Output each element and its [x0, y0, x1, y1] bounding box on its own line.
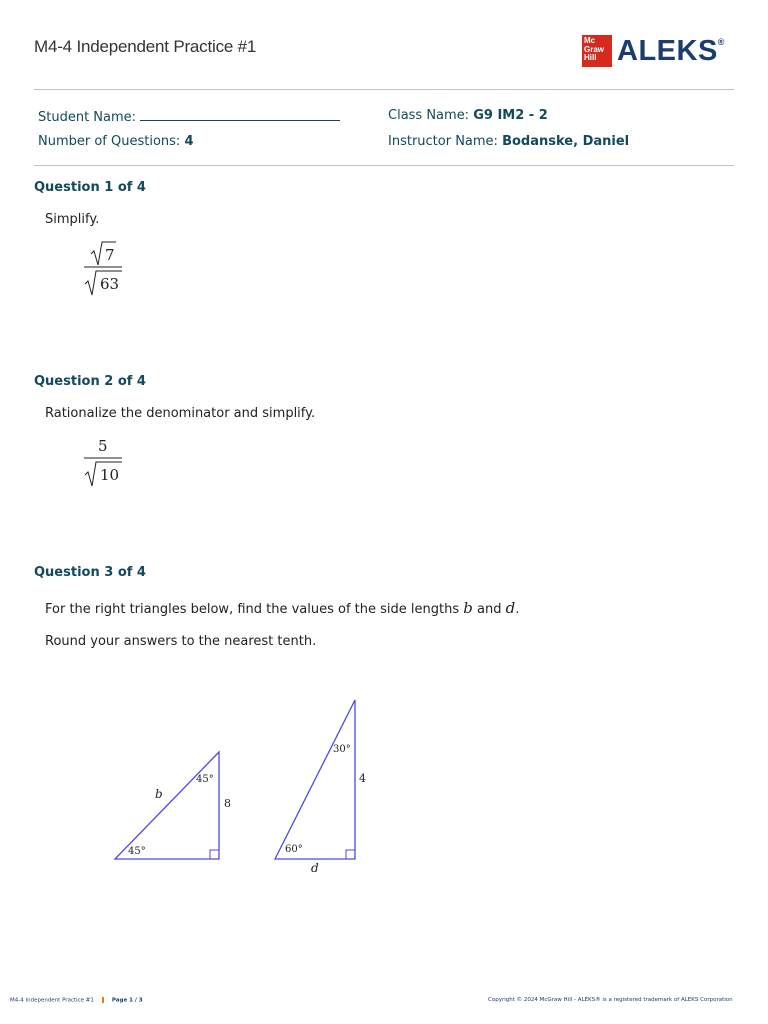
question-count-row: Number of Questions: 4 [38, 134, 194, 149]
question-2-numerator: 5 [98, 437, 108, 455]
triangle-1-bottom-angle: 45° [128, 846, 146, 857]
question-1-fraction [80, 238, 140, 298]
student-name-blank [140, 108, 340, 121]
variable-d: d [505, 599, 516, 617]
footer-separator [102, 997, 104, 1003]
question-3-heading: Question 3 of 4 [34, 565, 146, 580]
triangle-2-top-angle: 30° [333, 744, 351, 755]
triangle-2-bottom-angle: 60° [285, 844, 303, 855]
aleks-logo [582, 35, 725, 67]
triangle-1-leg-label: 8 [224, 797, 231, 810]
question-2-heading: Question 2 of 4 [34, 374, 146, 389]
mcgraw-hill-badge: Mc Graw Hill [582, 35, 612, 67]
triangle-2-leg-label: 4 [359, 772, 366, 785]
triangle-2-base-label: d [311, 861, 319, 875]
question-1-numerator: 7 [105, 246, 115, 264]
triangle-30-60-90 [275, 700, 366, 875]
question-3-prompt: For the right triangles below, find the values of the side lengths b and d. [45, 599, 520, 617]
instructor-name-value: Bodanske, Daniel [502, 134, 630, 149]
variable-b: b [463, 599, 473, 617]
triangles-figure [100, 690, 400, 880]
question-1-heading: Question 1 of 4 [34, 180, 146, 195]
question-1-denominator: 63 [100, 275, 120, 293]
triangle-1-top-angle: 45° [196, 774, 214, 785]
question-3-rounding-note: Round your answers to the nearest tenth. [45, 634, 317, 649]
triangle-1-hypotenuse-label: b [155, 787, 163, 801]
page-title: M4-4 Independent Practice #1 [34, 37, 257, 56]
student-name-row: Student Name: [38, 108, 340, 125]
info-divider [34, 165, 734, 166]
question-count-value: 4 [184, 134, 194, 149]
footer-copyright: Copyright © 2024 McGraw Hill - ALEKS® is a registered trademark of ALEKS Corporation [488, 997, 733, 1003]
question-1-prompt: Simplify. [45, 212, 100, 227]
class-name-value: G9 IM2 - 2 [473, 108, 548, 123]
triangle-45-45-90 [115, 752, 231, 859]
footer-left [10, 997, 143, 1004]
header-divider [34, 89, 734, 90]
class-name-row: Class Name: G9 IM2 - 2 [388, 108, 548, 123]
aleks-wordmark: ALEKS® [617, 35, 725, 67]
footer-doc-title: M4-4 Independent Practice #1 [10, 997, 94, 1004]
footer-page-number: Page 1 / 3 [111, 997, 143, 1004]
question-2-fraction [80, 434, 140, 490]
instructor-row: Instructor Name: Bodanske, Daniel [388, 134, 630, 149]
question-2-denominator: 10 [100, 466, 120, 484]
question-2-prompt: Rationalize the denominator and simplify. [45, 406, 316, 421]
